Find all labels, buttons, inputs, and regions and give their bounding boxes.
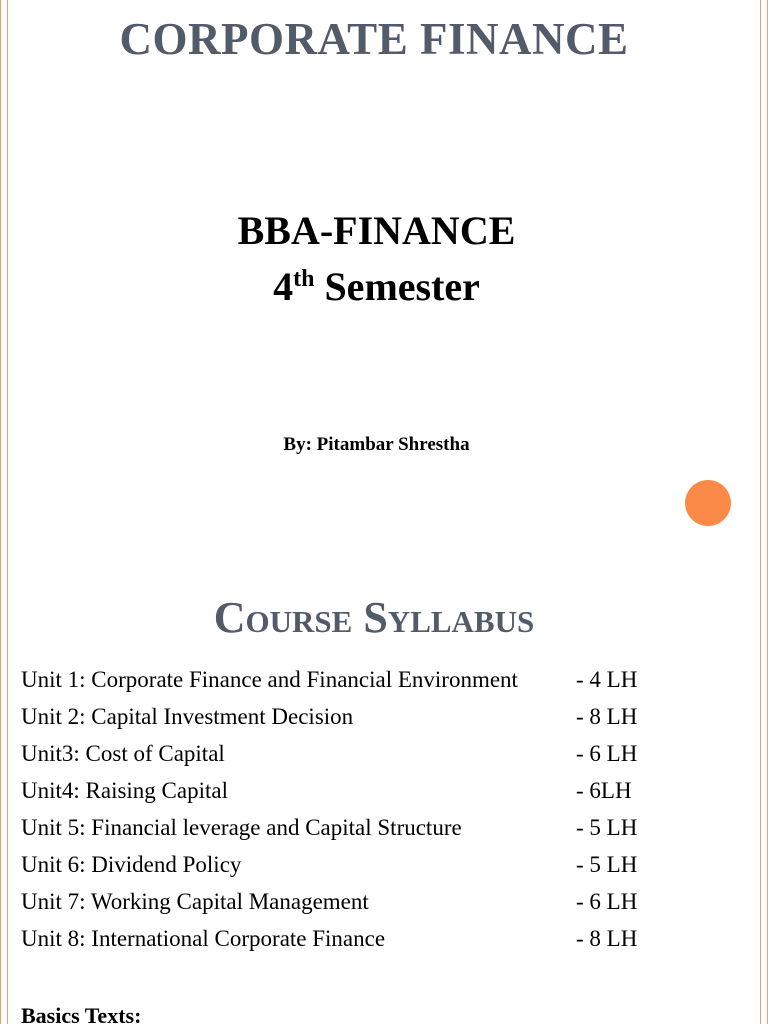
- semester-line: [0, 259, 753, 315]
- unit-label: Unit 7: Working Capital Management: [21, 889, 369, 914]
- right-border-decoration: [760, 540, 768, 1024]
- unit-label: Unit 5: Financial leverage and Capital Structure: [21, 815, 462, 840]
- unit-hours: - 8 LH: [576, 926, 638, 951]
- unit-hours: - 6LH: [576, 778, 632, 803]
- basics-texts-heading: Basics Texts:: [21, 1003, 142, 1024]
- syllabus-slide: [0, 540, 768, 1024]
- unit-label: Unit4: Raising Capital: [21, 778, 228, 803]
- unit-hours: - 5 LH: [576, 815, 638, 840]
- unit-label: Unit3: Cost of Capital: [21, 741, 225, 766]
- subtitle-block: [0, 203, 753, 315]
- unit-label: Unit 8: International Corporate Finance: [21, 926, 386, 951]
- unit-label: Unit 6: Dividend Policy: [21, 852, 242, 877]
- syllabus-title: Course Syllabus: [213, 593, 535, 642]
- unit-label: Unit 2: Capital Investment Decision: [21, 704, 354, 729]
- author-line: By: Pitambar Shrestha: [283, 434, 470, 455]
- semester-label: Semester: [324, 264, 480, 309]
- unit-label: Unit 1: Corporate Finance and Financial Environment: [21, 667, 518, 692]
- semester-number: 4: [273, 264, 294, 309]
- orange-circle-decoration: [685, 480, 731, 526]
- unit-hours: - 6 LH: [576, 889, 638, 914]
- unit-hours: - 6 LH: [576, 741, 638, 766]
- program-name: BBA-FINANCE: [237, 208, 516, 253]
- unit-hours: - 5 LH: [576, 852, 638, 877]
- semester-suffix: th: [293, 266, 315, 292]
- right-border-decoration: [760, 0, 768, 540]
- unit-hours: - 8 LH: [576, 704, 638, 729]
- unit-hours: - 4 LH: [576, 667, 638, 692]
- slide-title: CORPORATE FINANCE: [119, 14, 629, 64]
